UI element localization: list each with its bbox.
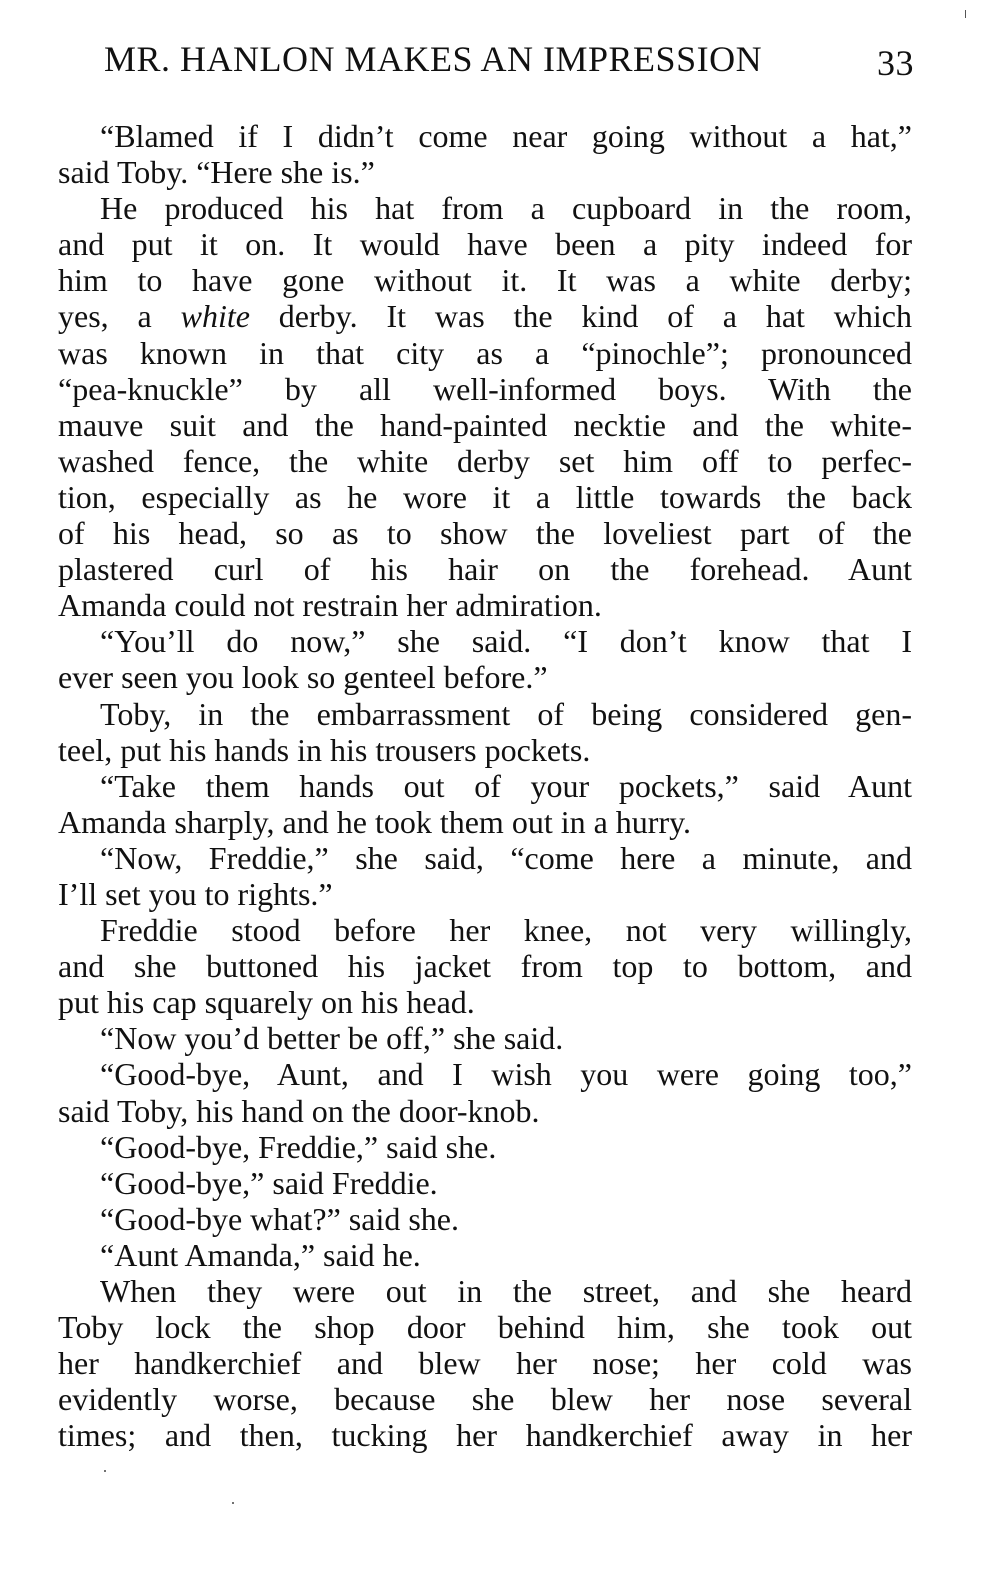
running-head <box>104 38 914 88</box>
text-line: “Now you’d better be off,” she said. <box>100 1020 564 1057</box>
text-line: “Take them hands out of your pockets,” said Aunt <box>100 767 912 804</box>
scan-speck <box>232 1502 234 1504</box>
text-line: When they were out in the street, and she heard <box>100 1273 912 1309</box>
text-line: “You’ll do now,” she said. “I don’t know that I <box>100 623 912 660</box>
page-number: 33 <box>877 43 914 83</box>
scan-mark <box>965 10 966 18</box>
text-line: put his cap squarely on his head. <box>58 984 475 1021</box>
text-line: Freddie stood before her knee, not very willingly, <box>100 912 912 949</box>
text-line: him to have gone without it. It was a white derby; <box>58 262 912 299</box>
text-line: tion, especially as he wore it a little towards the back <box>58 478 912 515</box>
text-line: Toby lock the shop door behind him, she took out <box>58 1309 912 1346</box>
text-line: was known in that city as a “pinochle”; pronounced <box>58 334 912 371</box>
text-line: “Aunt Amanda,” said he. <box>100 1236 421 1273</box>
text-line: teel, put his hands in his trousers pockets. <box>58 731 591 768</box>
text-line: ever seen you look so genteel before.” <box>58 659 548 696</box>
text-line: Amanda could not restrain her admiration. <box>58 587 602 624</box>
text-line: “pea-knuckle” by all well-informed boys. With the <box>58 370 912 407</box>
text-line: evidently worse, because she blew her nose several <box>58 1381 912 1418</box>
text-line: her handkerchief and blew her nose; her cold was <box>58 1345 912 1382</box>
text-line: of his head, so as to show the loveliest part of the <box>58 515 912 552</box>
text-line: and she buttoned his jacket from top to bottom, and <box>58 948 912 985</box>
text-line: “Blamed if I didn’t come near going without a hat,” <box>100 118 912 154</box>
text-line: “Good-bye, Freddie,” said she. <box>100 1128 497 1165</box>
text-line: “Good-bye what?” said she. <box>100 1200 459 1237</box>
text-line: Toby, in the embarrassment of being considered gen- <box>100 695 912 732</box>
text-line: said Toby, his hand on the door-knob. <box>58 1092 540 1129</box>
text-line: said Toby. “Here she is.” <box>58 154 375 191</box>
text-line: He produced his hat from a cupboard in the room, <box>100 190 912 227</box>
text-line: “Good-bye,” said Freddie. <box>100 1164 438 1201</box>
text-line: I’ll set you to rights.” <box>58 875 333 912</box>
text-line: times; and then, tucking her handkerchief away in her <box>58 1417 912 1454</box>
scan-speck <box>104 1470 106 1472</box>
text-line: plastered curl of his hair on the forehead. Aunt <box>58 551 912 588</box>
text-line: mauve suit and the hand-painted necktie and the white- <box>58 406 912 443</box>
text-line: and put it on. It would have been a pity indeed for <box>58 226 912 263</box>
text-line: “Now, Freddie,” she said, “come here a minute, and <box>100 839 912 876</box>
chapter-title: MR. HANLON MAKES AN IMPRESSION <box>104 39 763 79</box>
text-line: washed fence, the white derby set him off to perfec- <box>58 442 912 479</box>
text-line: yes, a white derby. It was the kind of a hat which <box>58 298 912 335</box>
emphasis: white <box>180 298 250 335</box>
body-text <box>58 118 912 1453</box>
text-line: “Good-bye, Aunt, and I wish you were going too,” <box>100 1056 912 1093</box>
text-line: Amanda sharply, and he took them out in a hurry. <box>58 803 692 840</box>
